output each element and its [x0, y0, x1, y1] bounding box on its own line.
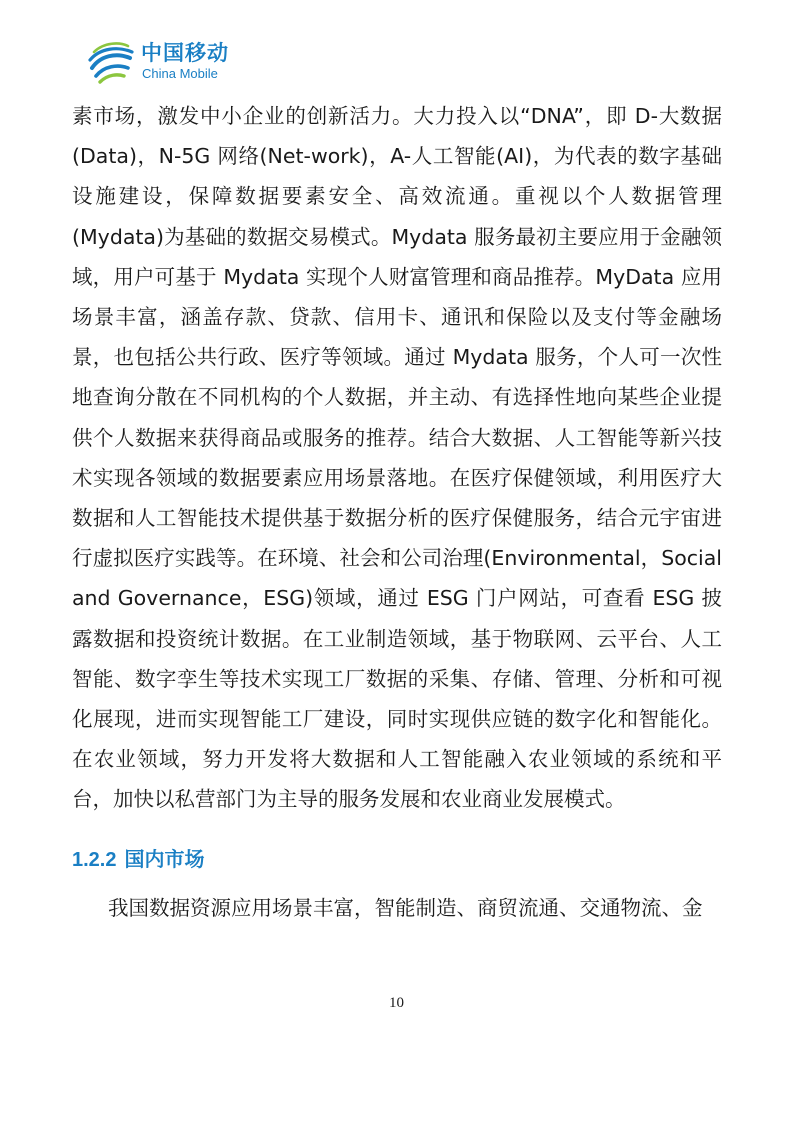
section-number: 1.2.2 — [72, 848, 117, 871]
china-mobile-logo-icon — [86, 38, 136, 88]
section-title: 国内市场 — [124, 848, 205, 871]
body-paragraph: 我国数据资源应用场景丰富，智能制造、商贸流通、交通物流、金 — [108, 895, 703, 920]
section-heading — [72, 832, 722, 888]
body-paragraph: 素市场，激发中小企业的创新活力。大力投入以“DNA”，即 D-大数据(Data)，N-5G 网络(Net-work)，A-人工智能(AI)，为代表的数字基础设施建设，保障数据要素安全、高效流通。重视以个人数据管理(Mydata)为基础的数据交易模式。Mydata 服务最初主要应用于金融领域，用户可基于 Mydata 实现个人财富管理和商品推荐。MyData 应用场景丰富，涵盖存款、贷款、信用卡、通讯和保险以及支付等金融场景，也包括公共行政、医疗等领域。通过 Mydata 服务，个人可一次性地查询分散在不同机构的个人数据，并主动、有选择性地向某些企业提供个人数据来获得商品或服务的推荐。结合大数据、人工智能等新兴技术实现各领域的数据要素应用场景落地。在医疗保健领域，利用医疗大数据和人工智能技术提供基于数据分析的医疗保健服务，结合元宇宙进行虚拟医疗实践等。在环境、社会和公司治理(Environmental，Social and Governance，ESG)领域，通过 ESG 门户网站，可查看 ESG 披露数据和投资统计数据。在工业制造领域，基于物联网、云平台、人工智能、数字孪生等技术实现工厂数据的采集、存储、管理、分析和可视化展现，进而实现智能工厂建设，同时实现供应链的数字化和智能化。在农业领域，努力开发将大数据和人工智能融入农业领域的系统和平台，加快以私营部门为主导的服务发展和农业商业发展模式。 — [72, 104, 722, 812]
logo-text-en: China Mobile — [142, 66, 218, 81]
china-mobile-logo — [86, 38, 246, 88]
page-number: 10 — [389, 995, 404, 1011]
logo-text-cn: 中国移动 — [141, 41, 229, 65]
document-body — [72, 96, 722, 928]
